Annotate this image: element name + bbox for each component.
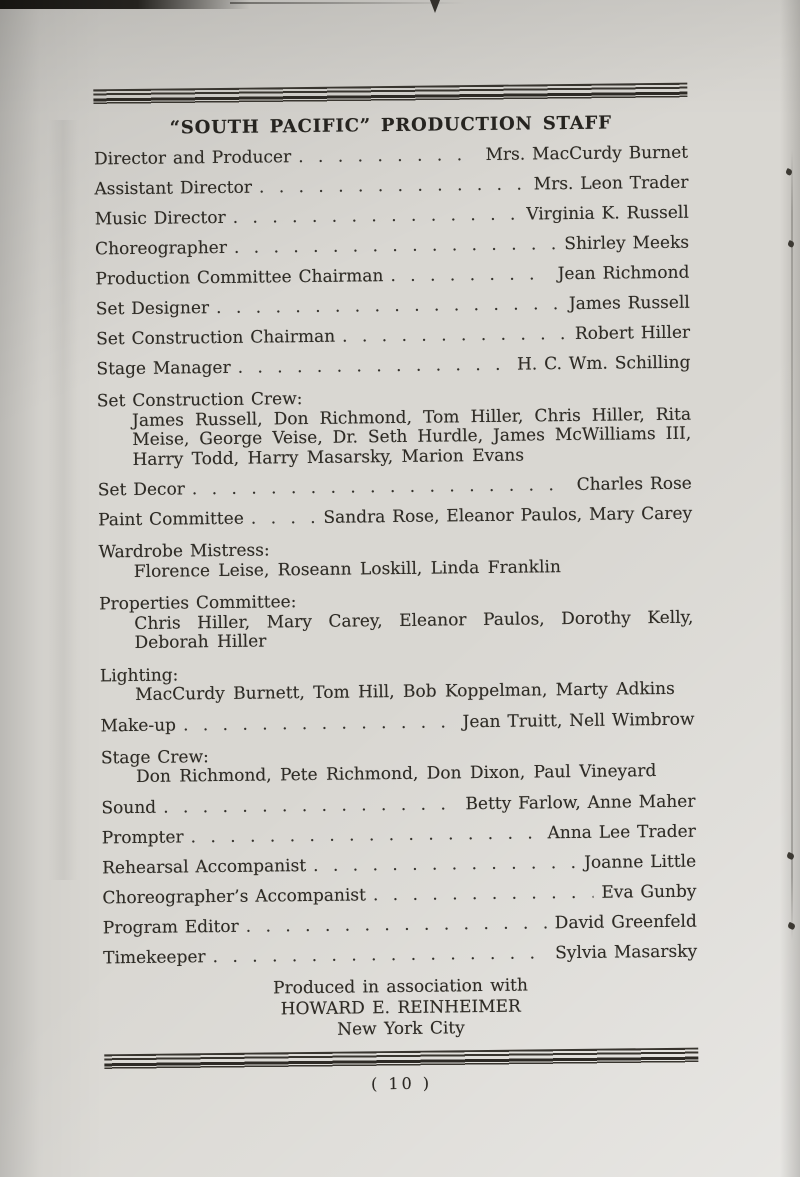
staff-row (95, 234, 689, 260)
crew-section (100, 660, 694, 706)
staff-role-label: Sound (101, 797, 157, 818)
staff-row (103, 912, 697, 938)
staff-person-name: Sylvia Masarsky (555, 941, 698, 963)
dot-leader (234, 235, 557, 258)
staff-person-name: Jean Truitt, Nell Wimbrow (462, 709, 695, 732)
staff-role-label: Set Designer (95, 298, 210, 320)
staff-list (94, 144, 697, 968)
staff-person-name: Eva Gunby (601, 881, 697, 903)
crew-members: Chris Hiller, Mary Carey, Eleanor Paulos, Dorothy Kelly, Deborah Hiller (134, 607, 694, 653)
staff-person-name: Betty Farlow, Anne Maher (465, 791, 696, 814)
dot-leader (163, 795, 458, 817)
staff-row (102, 852, 696, 878)
staff-row (100, 710, 694, 736)
dot-leader (390, 265, 549, 286)
crew-heading: Set Construction Crew: (96, 389, 303, 412)
staff-role-label: Music Director (94, 207, 226, 230)
dot-leader (183, 713, 455, 735)
footer-line-produced: Produced in association with (272, 975, 529, 998)
staff-role-label: Paint Committee (98, 508, 244, 531)
photo-top-edge-shadow (0, 0, 250, 9)
staff-person-name: Virginia K. Russell (526, 202, 689, 225)
page-number: ( 10 ) (370, 1073, 433, 1093)
staff-row (96, 324, 690, 350)
staff-person-name: Robert Hiller (574, 322, 691, 344)
crew-heading: Lighting: (99, 664, 179, 686)
staff-row (102, 822, 696, 848)
staff-role-label: Set Construction Chairman (96, 326, 336, 350)
crew-heading: Wardrobe Mistress: (98, 540, 270, 563)
dot-leader (342, 325, 567, 347)
staff-row (103, 942, 697, 968)
staff-person-name: Sandra Rose, Eleanor Paulos, Mary Carey (323, 503, 693, 528)
paper-crease (48, 120, 78, 880)
crew-section (99, 589, 694, 654)
page-edge-mark (787, 922, 796, 930)
staff-person-name: Mrs. MacCurdy Burnet (485, 142, 689, 165)
staff-row (98, 505, 692, 531)
crew-section (97, 386, 692, 471)
staff-person-name: David Greenfeld (554, 911, 697, 933)
dot-leader (259, 176, 526, 198)
staff-row (102, 882, 696, 908)
staff-person-name: Charles Rose (576, 473, 692, 495)
staff-role-label: Stage Manager (96, 357, 231, 380)
dot-leader (373, 883, 594, 905)
staff-row (95, 264, 689, 290)
dot-leader (251, 509, 316, 529)
staff-role-label: Rehearsal Accompanist (102, 855, 307, 878)
staff-person-name: James Russell (568, 292, 690, 315)
staff-person-name: Joanne Little (584, 851, 697, 873)
crew-members: Florence Leise, Roseann Loskill, Linda Franklin (133, 556, 561, 582)
dot-leader (216, 295, 561, 318)
page-edge-line (791, 150, 793, 940)
crew-members: MacCurdy Burnett, Tom Hill, Bob Koppelman, Marty Adkins (135, 678, 675, 705)
staff-row (94, 144, 688, 170)
footer-line-producer-name: HOWARD E. REINHEIMER (280, 996, 521, 1019)
staff-role-label: Assistant Director (94, 177, 253, 200)
crew-members: Don Richmond, Pete Richmond, Don Dixon, Paul Vineyard (135, 761, 657, 787)
crew-heading: Stage Crew: (100, 746, 209, 768)
bottom-rule (104, 1047, 698, 1069)
staff-row (98, 475, 692, 501)
dot-leader (246, 914, 547, 936)
dot-leader (233, 206, 519, 228)
staff-role-label: Set Decor (97, 479, 185, 501)
staff-role-label: Make-up (100, 715, 177, 736)
staff-person-name: Shirley Meeks (564, 232, 690, 255)
staff-role-label: Director and Producer (93, 147, 292, 170)
footer-block (103, 973, 698, 1043)
staff-person-name: Mrs. Leon Trader (533, 172, 689, 195)
staff-person-name: Anna Lee Trader (547, 821, 696, 843)
staff-row (94, 174, 688, 200)
staff-row (101, 792, 695, 818)
page-edge-mark (786, 852, 795, 860)
staff-role-label: Production Committee Chairman (95, 266, 384, 290)
top-rule (93, 83, 687, 105)
staff-row (96, 294, 690, 320)
crew-heading: Properties Committee: (99, 592, 297, 615)
footer-line-city: New York City (337, 1017, 465, 1040)
dot-leader (298, 146, 478, 167)
staff-role-label: Choreographer’s Accompanist (102, 884, 367, 908)
dot-leader (192, 476, 569, 499)
staff-row (96, 354, 690, 380)
staff-person-name: Jean Richmond (557, 262, 690, 285)
photo-top-edge-notch (430, 0, 440, 13)
staff-role-label: Program Editor (102, 916, 239, 938)
page-content (93, 83, 698, 1096)
page-title: “SOUTH PACIFIC” PRODUCTION STAFF (169, 112, 612, 139)
staff-role-label: Choreographer (95, 237, 228, 260)
dot-leader (238, 356, 510, 378)
dot-leader (313, 853, 576, 875)
crew-members: James Russell, Don Richmond, Tom Hiller, Chris Hiller, Rita Meise, George Veise, Dr. Seth Hurdle, James McWilliams III, Harry Todd, Harry Masarsky, Marion Evans (131, 404, 692, 470)
dot-leader (191, 824, 540, 847)
staff-role-label: Timekeeper (103, 946, 206, 968)
staff-role-label: Prompter (101, 826, 184, 848)
crew-section (101, 742, 695, 788)
staff-row (95, 204, 689, 230)
staff-person-name: H. C. Wm. Schilling (516, 352, 691, 375)
page-edge-mark (787, 240, 795, 248)
dot-leader (213, 944, 548, 967)
crew-section (98, 537, 692, 583)
